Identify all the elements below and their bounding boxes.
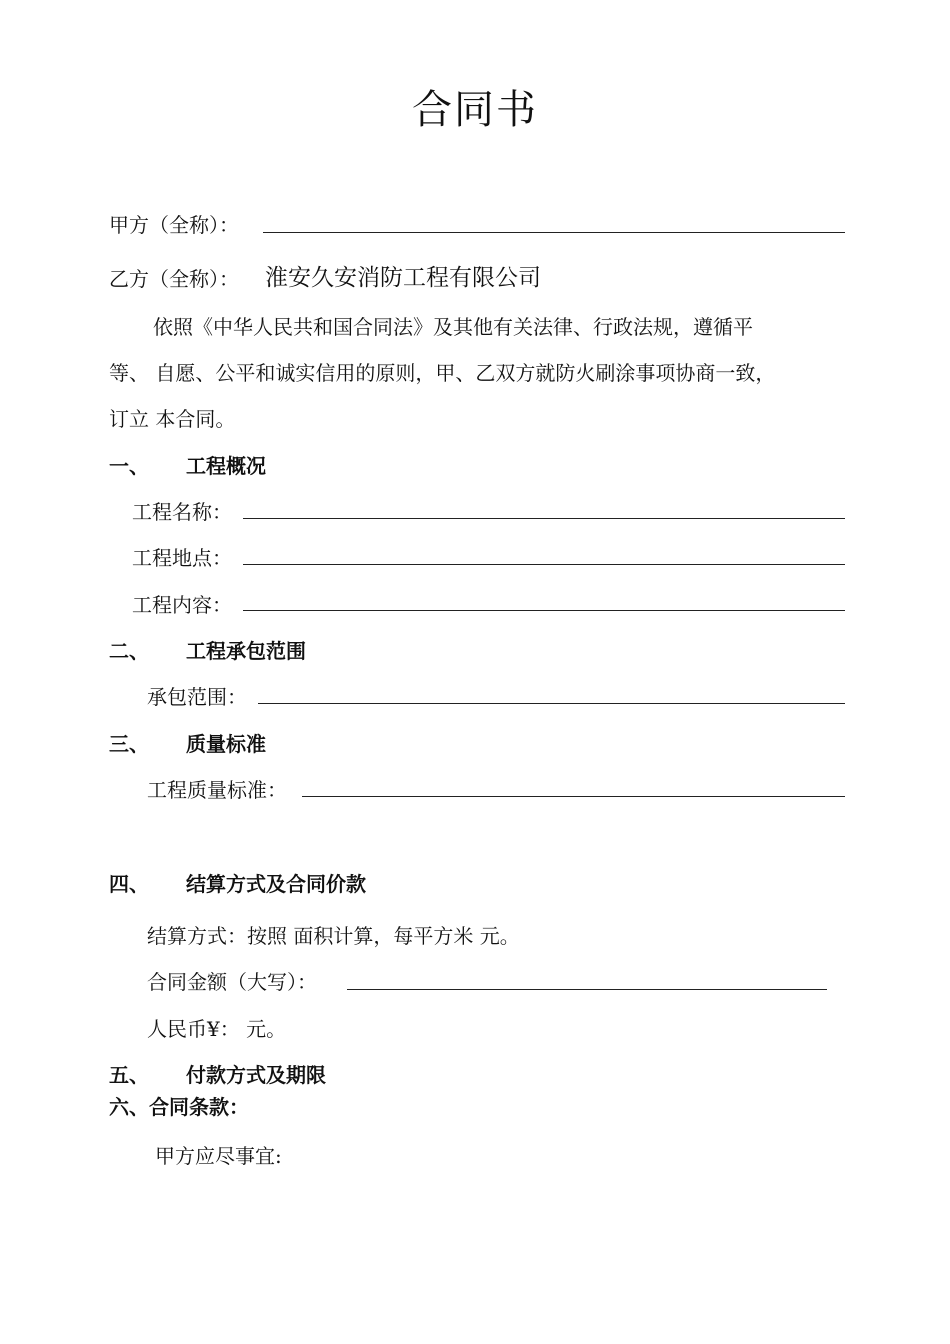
section-5-number: 五、 <box>109 1063 149 1087</box>
section-3-number: 三、 <box>109 732 149 756</box>
preamble-line-2: 等、 自愿、公平和诚实信用的原则，甲、乙双方就防火刷涂事项协商一致， <box>109 361 776 385</box>
scope-label: 承包范围： <box>147 685 247 709</box>
party-a-blank-line <box>263 232 845 233</box>
settlement-method-text: 结算方式：按照 面积计算，每平方米 元。 <box>147 924 520 948</box>
document-title: 合同书 <box>412 87 538 133</box>
section-2-number: 二、 <box>109 639 149 663</box>
section-1-heading: 工程概况 <box>186 454 266 478</box>
project-location-blank-line <box>243 564 845 565</box>
section-4-number: 四、 <box>109 872 149 896</box>
project-content-label: 工程内容： <box>132 593 232 617</box>
party-a-duties-label: 甲方应尽事宜: <box>155 1144 282 1168</box>
contract-amount-label: 合同金额（大写）： <box>147 970 317 994</box>
project-location-label: 工程地点： <box>132 546 232 570</box>
section-2-heading: 工程承包范围 <box>186 639 306 663</box>
project-name-blank-line <box>243 518 845 519</box>
preamble-line-1: 依照《中华人民共和国合同法》及其他有关法律、行政法规，遵循平 <box>153 315 753 339</box>
project-content-blank-line <box>243 610 845 611</box>
section-4-heading: 结算方式及合同价款 <box>186 872 366 896</box>
project-name-label: 工程名称： <box>132 500 232 524</box>
party-b-label: 乙方（全称）： <box>109 267 239 291</box>
party-a-label: 甲方（全称）： <box>109 213 239 237</box>
section-3-heading: 质量标准 <box>186 732 266 756</box>
section-6-heading: 六、合同条款： <box>109 1095 249 1119</box>
scope-blank-line <box>258 703 845 704</box>
preamble-line-3: 订立 本合同。 <box>109 407 236 431</box>
quality-label: 工程质量标准： <box>147 778 287 802</box>
quality-blank-line <box>302 796 845 797</box>
rmb-amount-text: 人民币¥： 元。 <box>147 1017 287 1041</box>
party-b-name: 淮安久安消防工程有限公司 <box>265 265 541 291</box>
section-1-number: 一、 <box>109 454 149 478</box>
contract-amount-blank-line <box>347 989 827 990</box>
section-5-heading: 付款方式及期限 <box>186 1063 326 1087</box>
